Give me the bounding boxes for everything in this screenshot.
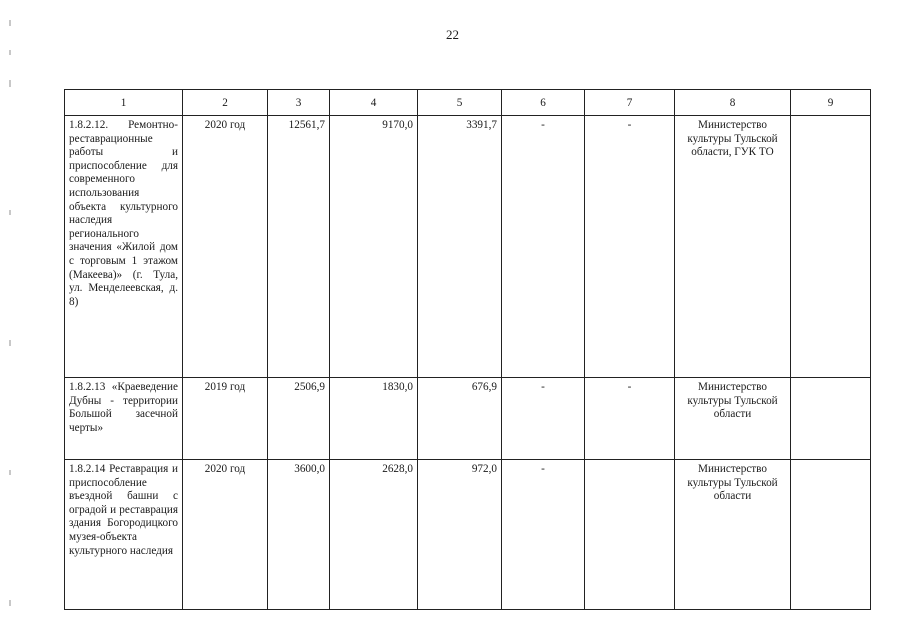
item-year: 2020 год [183, 116, 268, 378]
header-cell-9: 9 [791, 90, 871, 116]
item-value-5: 972,0 [418, 460, 502, 610]
item-year: 2020 год [183, 460, 268, 610]
item-executor: Министерство культуры Тульской области [675, 460, 791, 610]
header-row [65, 90, 871, 116]
item-value-7: - [585, 378, 675, 460]
item-value-5: 676,9 [418, 378, 502, 460]
item-value-6: - [502, 460, 585, 610]
data-table [64, 89, 871, 610]
item-total: 12561,7 [268, 116, 330, 378]
header-cell-4: 4 [330, 90, 418, 116]
page-number: 22 [446, 27, 459, 42]
item-value-9 [791, 460, 871, 610]
header-cell-2: 2 [183, 90, 268, 116]
table-row [65, 460, 871, 610]
item-value-7: - [585, 116, 675, 378]
header-cell-1: 1 [65, 90, 183, 116]
item-executor: Министерство культуры Тульской области [675, 378, 791, 460]
item-value-4: 9170,0 [330, 116, 418, 378]
item-value-4: 2628,0 [330, 460, 418, 610]
header-cell-3: 3 [268, 90, 330, 116]
item-total: 3600,0 [268, 460, 330, 610]
item-total: 2506,9 [268, 378, 330, 460]
header-cell-6: 6 [502, 90, 585, 116]
item-value-4: 1830,0 [330, 378, 418, 460]
item-value-7 [585, 460, 675, 610]
header-cell-8: 8 [675, 90, 791, 116]
item-year: 2019 год [183, 378, 268, 460]
header-cell-7: 7 [585, 90, 675, 116]
table-row [65, 116, 871, 378]
item-value-5: 3391,7 [418, 116, 502, 378]
item-description: 1.8.2.14 Реставрация и приспособление въездной башни с оградой и реставрация здания Богородицкого музея-объекта культурного наследия [65, 460, 183, 610]
item-value-6: - [502, 116, 585, 378]
item-description: 1.8.2.12. Ремонтно-реставрационные работы и приспособление для современного использования объекта культурного наследия регионального значения «Жилой дом с торговым 1 этажом (Макеева)» (г. Тула, ул. Менделеевская, д. 8) [65, 116, 183, 378]
item-description: 1.8.2.13 «Краеведение Дубны - территории Большой засечной черты» [65, 378, 183, 460]
item-value-9 [791, 116, 871, 378]
item-value-9 [791, 378, 871, 460]
header-cell-5: 5 [418, 90, 502, 116]
scan-margin-marks [9, 10, 13, 630]
item-executor: Министерство культуры Тульской области, ГУК ТО [675, 116, 791, 378]
item-value-6: - [502, 378, 585, 460]
table-row [65, 378, 871, 460]
